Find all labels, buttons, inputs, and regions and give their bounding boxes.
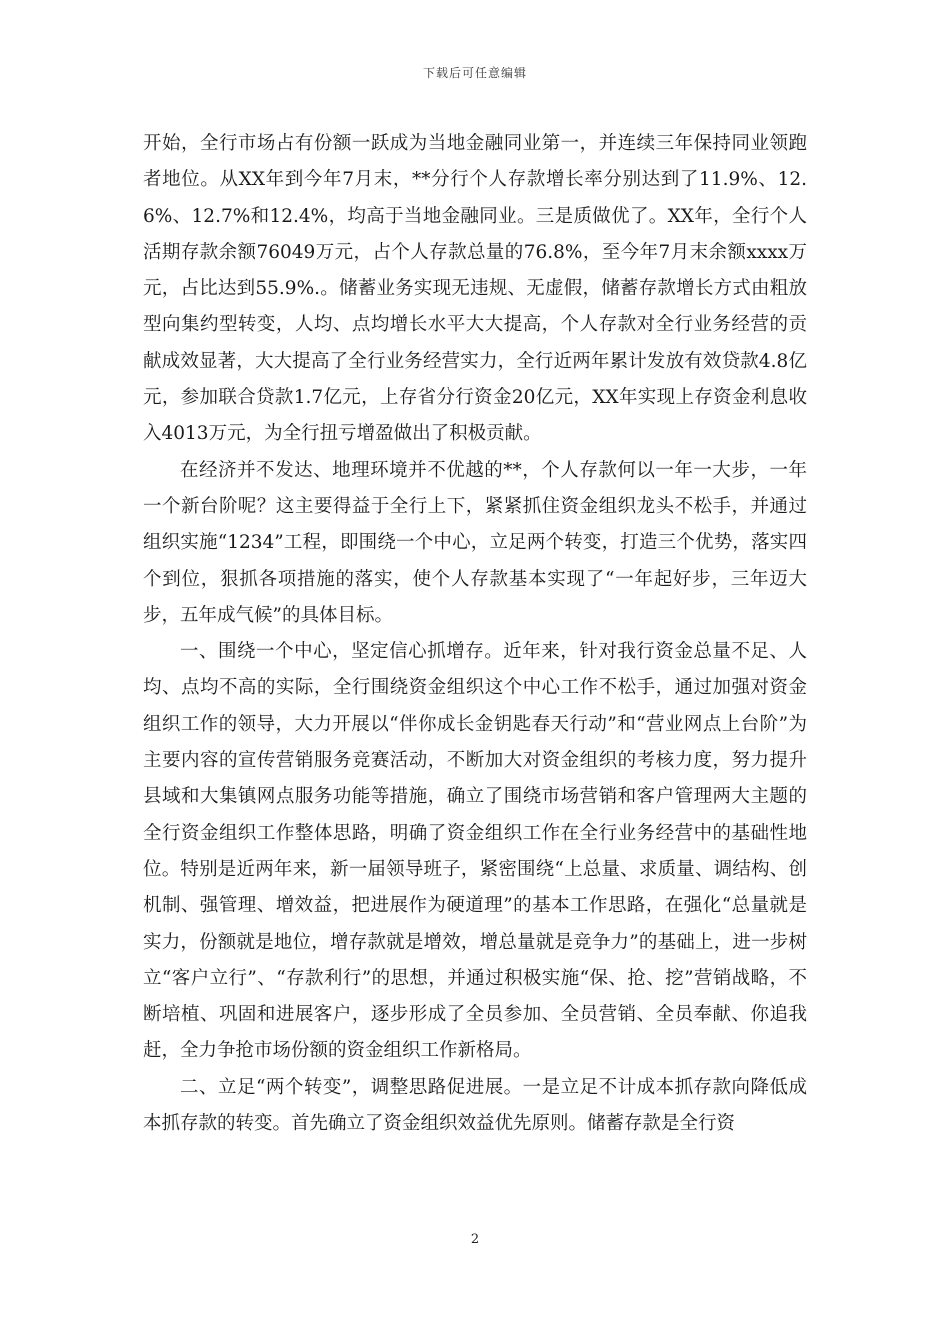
paragraph-3-section-one: 一、围绕一个中心，坚定信心抓增存。近年来，针对我行资金总量不足、人均、点均不高的实际，全行围绕资金组织这个中心工作不松手，通过加强对资金组织工作的领导，大力开展以“伴你成长金钥匙春天行动”和“营业网点上台阶”为主要内容的宣传营销服务竞赛活动，不断加大对资金组织的考核力度，努力提升县域和大集镇网点服务功能等措施，确立了围绕市场营销和客户管理两大主题的全行资金组织工作整体思路，明确了资金组织工作在全行业务经营中的基础性地位。特别是近两年来，新一届领导班子，紧密围绕“上总量、求质量、调结构、创机制、强管理、增效益，把进展作为硬道理”的基本工作思路，在强化“总量就是实力，份额就是地位，增存款就是增效，增总量就是竞争力”的基础上，进一步树立“客户立行”、“存款利行”的思想，并通过积极实施“保、抢、挖”营销战略，不断培植、巩固和进展客户，逐步形成了全员参加、全员营销、全员奉献、你追我赶，全力争抢市场份额的资金组织工作新格局。 [143,641,807,1062]
paragraph-1: 开始，全行市场占有份额一跃成为当地金融同业第一，并连续三年保持同业领跑者地位。从XX年到今年7月末，**分行个人存款增长率分别达到了11.9%、12.6%、12.7%和12.4%，均高于当地金融同业。三是质做优了。XX年，全行个人活期存款余额76049万元，占个人存款总量的76.8%，至今年7月末余额xxxx万元，占比达到55.9%.。储蓄业务实现无违规、无虚假，储蓄存款增长方式由粗放型向集约型转变，人均、点均增长水平大大提高，个人存款对全行业务经营的贡献成效显著，大大提高了全行业务经营实力，全行近两年累计发放有效贷款4.8亿元，参加联合贷款1.7亿元，上存省分行资金20亿元，XX年实现上存资金利息收入4013万元，为全行扭亏增盈做出了积极贡献。 [143,133,807,445]
page-number: 2 [470,1232,480,1247]
paragraph-2: 在经济并不发达、地理环境并不优越的**，个人存款何以一年一大步，一年一个新台阶呢？这主要得益于全行上下，紧紧抓住资金组织龙头不松手，并通过组织实施“1234”工程，即围绕一个中心，立足两个转变，打造三个优势，落实四个到位，狠抓各项措施的落实，使个人存款基本实现了“一年起好步，三年迈大步，五年成气候”的具体目标。 [143,459,807,626]
document-body [143,126,807,1142]
paragraph-4-section-two: 二、立足“两个转变”，调整思路促进展。一是立足不计成本抓存款向降低成本抓存款的转变。首先确立了资金组织效益优先原则。储蓄存款是全行资 [143,1076,807,1135]
page-header-note: 下载后可任意编辑 [422,66,527,80]
